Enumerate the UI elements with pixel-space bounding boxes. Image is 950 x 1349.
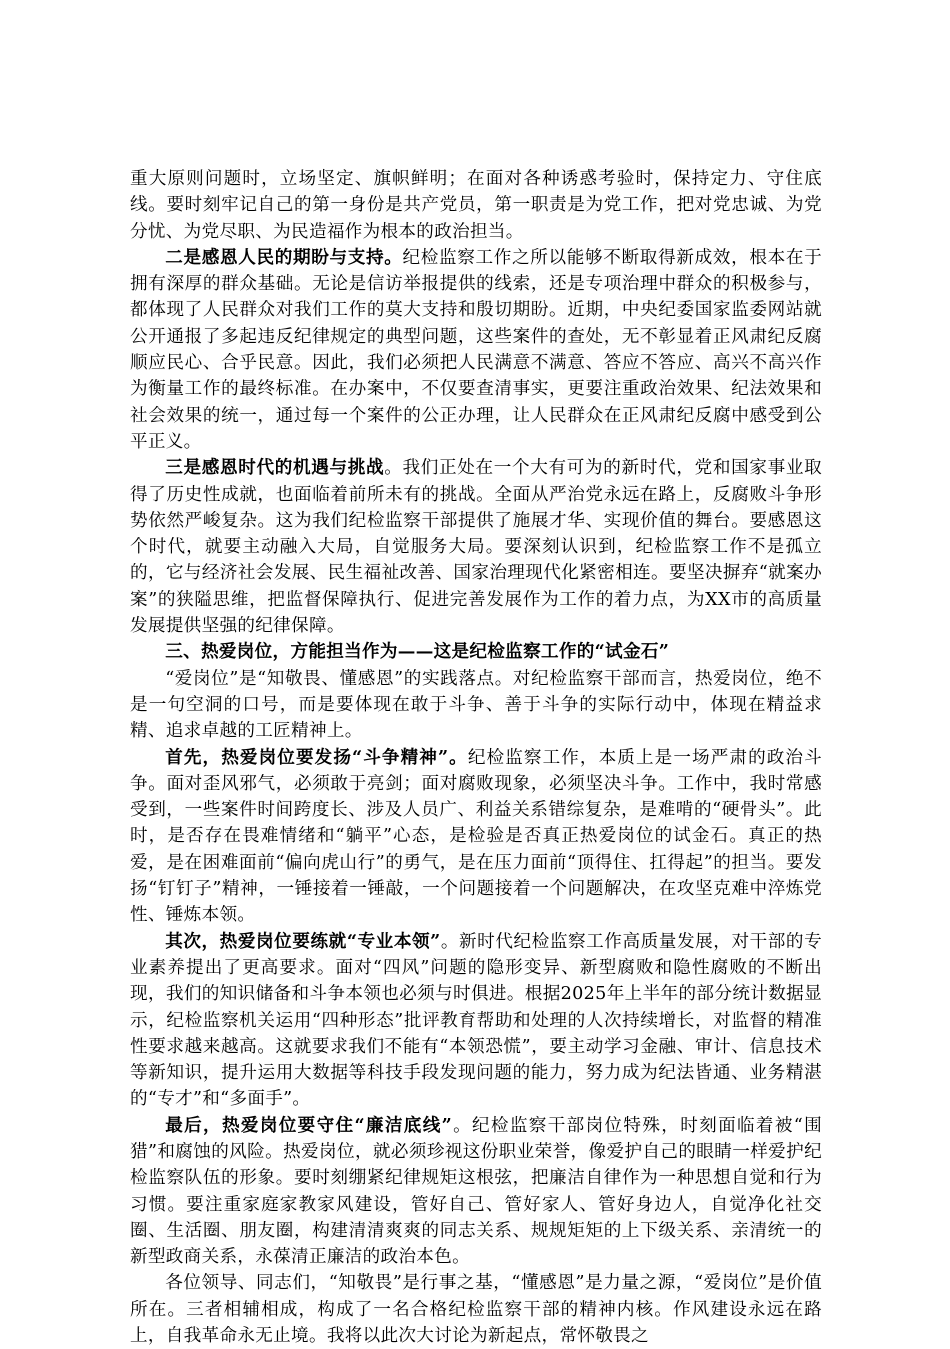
paragraph-text: 。新时代纪检监察工作高质量发展，对干部的专业素养提出了更高要求。面对“四风”问题的隐形变异、新型腐败和隐性腐败的不断出现，我们的知识储备和斗争本领也必须与时俱进。根据2025年上半年的部分统计数据显示，纪检监察机关运用“四种形态”批评教育帮助和处理的人次持续增长，对监督的精准性要求越来越高。这就要求我们不能有“本领恐慌”，要主动学习金融、审计、信息技术等新知识，提升运用大数据等科技手段发现问题的能力，努力成为纪法皆通、业务精湛的“专才”和“多面手”。 xyxy=(130,931,822,1110)
paragraph-struggle-spirit xyxy=(130,745,822,929)
paragraph-lead: 其次，热爱岗位要练就“专业本领” xyxy=(165,930,441,952)
paragraph-gratitude-era xyxy=(130,455,822,639)
paragraph-lead: 最后，热爱岗位要守住“廉洁底线” xyxy=(165,1114,453,1136)
section-heading-love-post: 三、热爱岗位，方能担当作为——这是纪检监察工作的“试金石” xyxy=(165,641,670,663)
paragraph-lead: 首先，热爱岗位要发扬“斗争精神”。 xyxy=(165,746,468,768)
paragraph-lead: 三是感恩时代的机遇与挑战 xyxy=(165,457,385,479)
paragraph-text: 。我们正处在一个大有可为的新时代，党和国家事业取得了历史性成就，也面临着前所未有的挑战。全面从严治党永远在路上，反腐败斗争形势依然严峻复杂。这为我们纪检监察干部提供了施展才华、实现价值的舞台。要感恩这个时代，就要主动融入大局，自觉服务大局。要深刻认识到，纪检监察工作不是孤立的，它与经济社会发展、民生福祉改善、国家治理现代化紧密相连。要坚决摒弃“就案办案”的狭隘思维，把监督保障执行、促进完善发展作为工作的着力点，为XX市的高质量发展提供坚强的纪律保障。 xyxy=(130,458,822,637)
paragraph-text: 纪检监察工作，本质上是一场严肃的政治斗争。面对歪风邪气，必须敢于亮剑；面对腐败现象，必须坚决斗争。工作中，我时常感受到，一些案件时间跨度长、涉及人员广、利益关系错综复杂，是难啃的“硬骨头”。此时，是否存在畏难情绪和“躺平”心态，是检验是否真正热爱岗位的试金石。真正的热爱，是在困难面前“偏向虎山行”的勇气，是在压力面前“顶得住、扛得起”的担当。要发扬“钉钉子”精神，一锤接着一锤敲，一个问题接着一个问题解决，在攻坚克难中淬炼党性、锤炼本领。 xyxy=(130,747,823,926)
paragraph-gratitude-people xyxy=(130,245,822,455)
paragraph-text: 各位领导、同志们，“知敬畏”是行事之基，“懂感恩”是力量之源，“爱岗位”是价值所在。三者相辅相成，构成了一名合格纪检监察干部的精神内核。作风建设永远在路上，自我革命永无止境。我将以此次大讨论为新起点，常怀敬畏之 xyxy=(130,1273,822,1347)
document-page xyxy=(130,166,822,1349)
paragraph-text: 重大原则问题时，立场坚定、旗帜鲜明；在面对各种诱惑考验时，保持定力、守住底线。要时刻牢记自己的第一身份是共产党员，第一职责是为党工作，把对党忠诚、为党分忧、为党尽职、为民造福作为根本的政治担当。 xyxy=(130,169,822,242)
paragraph-lead: 二是感恩人民的期盼与支持。 xyxy=(165,246,403,268)
paragraph-text: 。纪检监察干部岗位特殊，时刻面临着被“围猎”和腐蚀的风险。热爱岗位，就必须珍视这份职业荣誉，像爱护自己的眼睛一样爱护纪检监察队伍的形象。要时刻绷紧纪律规矩这根弦，把廉洁自律作为一种思想自觉和行为习惯。要注重家庭家教家风建设，管好自己、管好家人、管好身边人，自觉净化社交圈、生活圈、朋友圈，构建清清爽爽的同志关系、规规矩矩的上下级关系、亲清统一的新型政商关系，永葆清正廉洁的政治本色。 xyxy=(130,1115,822,1268)
paragraph-integrity-bottom-line xyxy=(130,1113,822,1271)
paragraph-continuation xyxy=(130,166,822,245)
paragraph-closing xyxy=(130,1270,822,1349)
paragraph-text: 纪检监察工作之所以能够不断取得新成效，根本在于拥有深厚的群众基础。无论是信访举报提供的线索，还是专项治理中群众的积极参与，都体现了人民群众对我们工作的莫大支持和殷切期盼。近期，中央纪委国家监委网站就公开通报了多起违反纪律规定的典型问题，这些案件的查处，无不彰显着正风肃纪反腐顺应民心、合乎民意。因此，我们必须把人民满意不满意、答应不答应、高兴不高兴作为衡量工作的最终标准。在办案中，不仅要查清事实，更要注重政治效果、纪法效果和社会效果的统一，通过每一个案件的公正办理，让人民群众在正风肃纪反腐中感受到公平正义。 xyxy=(130,247,822,452)
paragraph-text: “爱岗位”是“知敬畏、懂感恩”的实践落点。对纪检监察干部而言，热爱岗位，绝不是一句空洞的口号，而是要体现在敢于斗争、善于斗争的实际行动中，体现在精益求精、追求卓越的工匠精神上。 xyxy=(130,668,822,742)
paragraph-professional-skill xyxy=(130,929,822,1113)
paragraph-love-post-intro xyxy=(130,666,822,745)
